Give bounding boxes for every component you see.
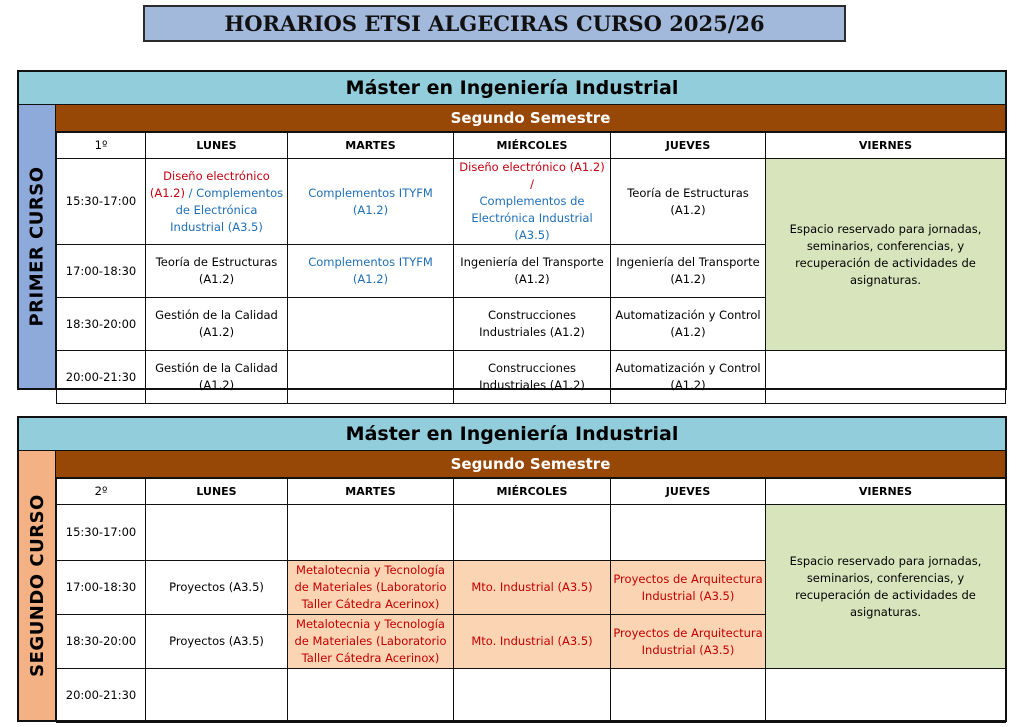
- class-cell: Automatización y Control (A1.2): [611, 298, 766, 351]
- reserved-cell: Espacio reservado para jornadas, seminarios, conferencias, y recuperación de actividades de asignaturas.: [766, 505, 1006, 669]
- schedule-table: [56, 132, 1006, 404]
- class-cell: Mto. Industrial (A3.5): [454, 561, 611, 615]
- day-header: MARTES: [288, 133, 454, 159]
- class-cell: Construcciones Industriales (A1.2): [454, 298, 611, 351]
- time-slot: 20:00-21:30: [57, 351, 146, 404]
- empty-cell: [146, 505, 288, 561]
- empty-cell: [611, 505, 766, 561]
- program-title: Máster en Ingeniería Industrial: [19, 72, 1005, 105]
- day-header: MARTES: [288, 479, 454, 505]
- class-cell: Complementos ITYFM (A1.2): [288, 159, 454, 245]
- empty-cell: [766, 669, 1006, 723]
- class-cell: Proyectos de Arquitectura Industrial (A3.5): [611, 561, 766, 615]
- class-cell: Proyectos (A3.5): [146, 561, 288, 615]
- schedule-second-course: [17, 416, 1007, 722]
- class-cell: Teoría de Estructuras (A1.2): [146, 245, 288, 298]
- empty-cell: [288, 351, 454, 404]
- course-label: [19, 451, 56, 720]
- day-header: LUNES: [146, 133, 288, 159]
- class-text: Complementos de Electrónica Industrial (A3.5): [471, 194, 593, 242]
- table-row: [57, 159, 1006, 245]
- class-cell: Ingeniería del Transporte (A1.2): [454, 245, 611, 298]
- time-slot: 20:00-21:30: [57, 669, 146, 723]
- class-cell: Ingeniería del Transporte (A1.2): [611, 245, 766, 298]
- class-cell: Proyectos de Arquitectura Industrial (A3.5): [611, 615, 766, 669]
- day-header: VIERNES: [766, 133, 1006, 159]
- program-title: Máster en Ingeniería Industrial: [19, 418, 1005, 451]
- time-slot: 17:00-18:30: [57, 561, 146, 615]
- day-header: JUEVES: [611, 479, 766, 505]
- empty-cell: [454, 505, 611, 561]
- schedule-table: [56, 478, 1006, 723]
- empty-cell: [766, 351, 1006, 404]
- table-row: [57, 669, 1006, 723]
- class-cell: Gestión de la Calidad (A1.2): [146, 298, 288, 351]
- empty-cell: [288, 669, 454, 723]
- class-cell: Gestión de la Calidad (A1.2): [146, 351, 288, 404]
- day-header: MIÉRCOLES: [454, 133, 611, 159]
- empty-cell: [288, 505, 454, 561]
- class-cell: Metalotecnia y Tecnología de Materiales (Laboratorio Taller Cátedra Acerinox): [288, 561, 454, 615]
- header-row: [57, 133, 1006, 159]
- time-slot: 15:30-17:00: [57, 505, 146, 561]
- empty-cell: [146, 669, 288, 723]
- course-label-text: SEGUNDO CURSO: [26, 494, 48, 677]
- class-text: (A1.2): [149, 185, 185, 200]
- class-cell: Metalotecnia y Tecnología de Materiales (Laboratorio Taller Cátedra Acerinox): [288, 615, 454, 669]
- semester-title: Segundo Semestre: [56, 105, 1005, 132]
- class-cell: [454, 159, 611, 245]
- header-row: [57, 479, 1006, 505]
- table-row: [57, 351, 1006, 404]
- class-cell: Proyectos (A3.5): [146, 615, 288, 669]
- time-slot: 15:30-17:00: [57, 159, 146, 245]
- class-cell: Construcciones Industriales (A1.2): [454, 351, 611, 404]
- time-slot: 17:00-18:30: [57, 245, 146, 298]
- class-cell: Automatización y Control (A1.2): [611, 351, 766, 404]
- day-header: JUEVES: [611, 133, 766, 159]
- class-cell: Complementos ITYFM (A1.2): [288, 245, 454, 298]
- reserved-cell: Espacio reservado para jornadas, seminarios, conferencias, y recuperación de actividades de asignaturas.: [766, 159, 1006, 351]
- page-title: HORARIOS ETSI ALGECIRAS CURSO 2025/26: [143, 5, 846, 42]
- class-cell: Teoría de Estructuras (A1.2): [611, 159, 766, 245]
- class-text: / Complementos de Electrónica Industrial (A3.5): [170, 185, 284, 234]
- day-header: MIÉRCOLES: [454, 479, 611, 505]
- empty-cell: [288, 298, 454, 351]
- course-label: [19, 105, 56, 388]
- class-text: Diseño electrónico (A1.2) /: [459, 160, 605, 191]
- course-number: 1º: [57, 133, 146, 159]
- day-header: VIERNES: [766, 479, 1006, 505]
- class-text: Diseño electrónico: [163, 168, 270, 183]
- class-cell: [146, 159, 288, 245]
- schedule-first-course: [17, 70, 1007, 390]
- course-label-text: PRIMER CURSO: [26, 166, 48, 327]
- time-slot: 18:30-20:00: [57, 298, 146, 351]
- course-number: 2º: [57, 479, 146, 505]
- time-slot: 18:30-20:00: [57, 615, 146, 669]
- empty-cell: [454, 669, 611, 723]
- table-row: [57, 505, 1006, 561]
- empty-cell: [611, 669, 766, 723]
- semester-title: Segundo Semestre: [56, 451, 1005, 478]
- day-header: LUNES: [146, 479, 288, 505]
- class-cell: Mto. Industrial (A3.5): [454, 615, 611, 669]
